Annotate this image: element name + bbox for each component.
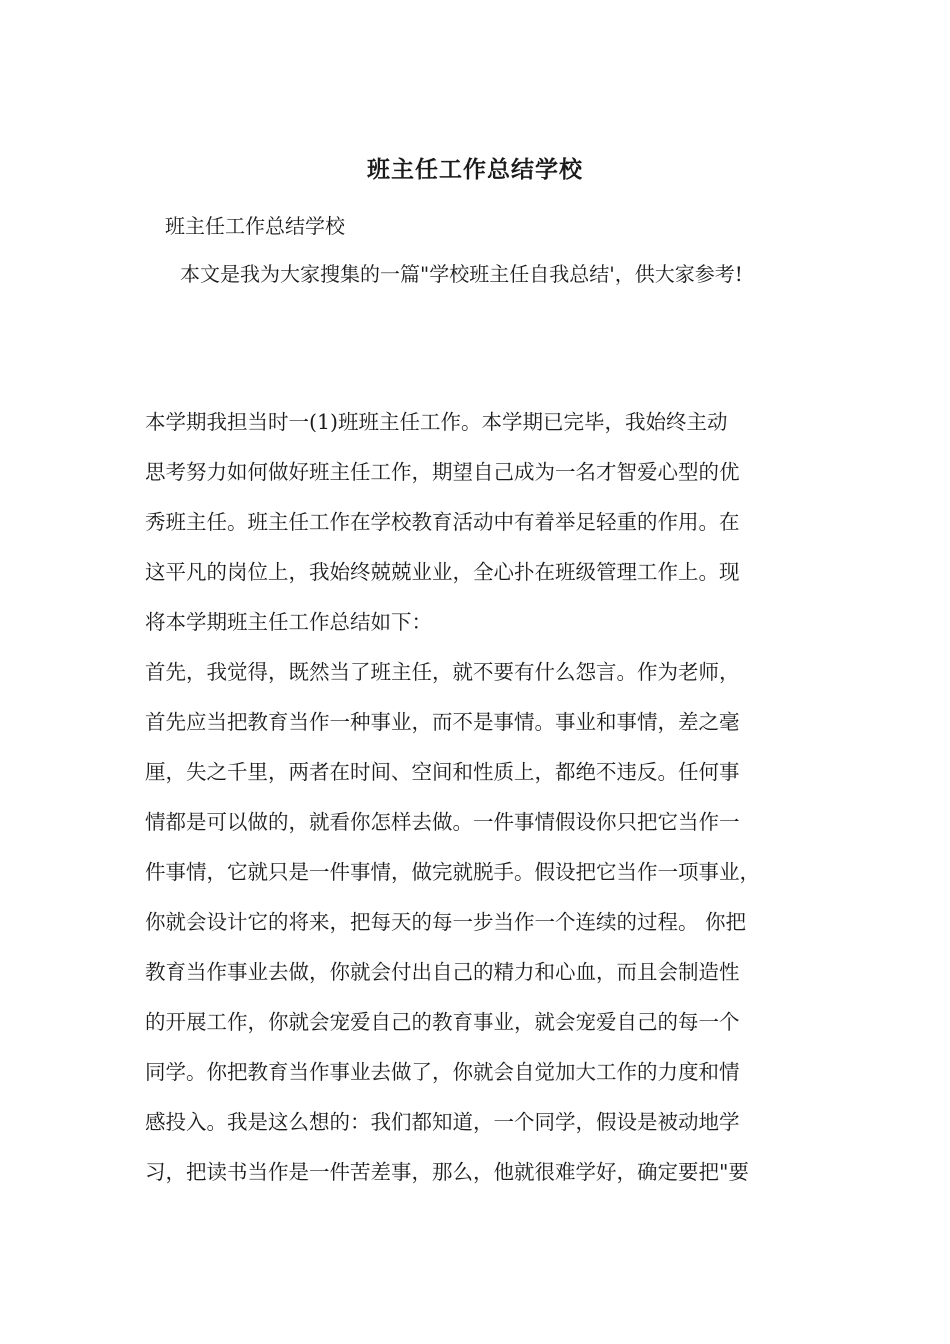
paragraph-2-line: 同学。你把教育当作事业去做了，你就会自觉加大工作的力度和情 — [145, 1060, 740, 1084]
paragraph-2-line: 你就会设计它的将来，把每天的每一步当作一个连续的过程。 你把 — [145, 910, 747, 934]
paragraph-1-line: 秀班主任。班主任工作在学校教育活动中有着举足轻重的作用。在 — [145, 510, 740, 534]
paragraph-1-line: 将本学期班主任工作总结如下： — [145, 610, 432, 634]
paragraph-2-line: 的开展工作，你就会宠爱自己的教育事业，就会宠爱自己的每一个 — [145, 1010, 740, 1034]
paragraph-2-line: 情都是可以做的，就看你怎样去做。一件事情假设你只把它当作一 — [145, 810, 740, 834]
intro-paragraph: 本文是我为大家搜集的一篇"学校班主任自我总结'，供大家参考! — [180, 262, 743, 286]
paragraph-2-line: 厘，失之千里，两者在时间、空间和性质上，都绝不违反。任何事 — [145, 760, 740, 784]
document-title: 班主任工作总结学校 — [367, 156, 583, 183]
paragraph-1-line: 这平凡的岗位上，我始终兢兢业业，全心扑在班级管理工作上。现 — [145, 560, 740, 584]
paragraph-2-line: 感投入。我是这么想的：我们都知道，一个同学，假设是被动地学 — [145, 1110, 740, 1134]
paragraph-1-line: 本学期我担当时一(1)班班主任工作。本学期已完毕，我始终主动 — [145, 410, 728, 434]
paragraph-2-line: 习，把读书当作是一件苦差事，那么，他就很难学好，确定要把"要 — [145, 1160, 749, 1184]
paragraph-2-line: 教育当作事业去做，你就会付出自己的精力和心血，而且会制造性 — [145, 960, 740, 984]
document-subtitle: 班主任工作总结学校 — [165, 214, 345, 238]
paragraph-2-line: 首先，我觉得，既然当了班主任，就不要有什么怨言。作为老师， — [145, 660, 740, 684]
paragraph-2-line: 件事情，它就只是一件事情，做完就脱手。假设把它当作一项事业， — [145, 860, 760, 884]
paragraph-1-line: 思考努力如何做好班主任工作，期望自己成为一名才智爱心型的优 — [145, 460, 740, 484]
paragraph-2-line: 首先应当把教育当作一种事业，而不是事情。事业和事情，差之毫 — [145, 710, 740, 734]
